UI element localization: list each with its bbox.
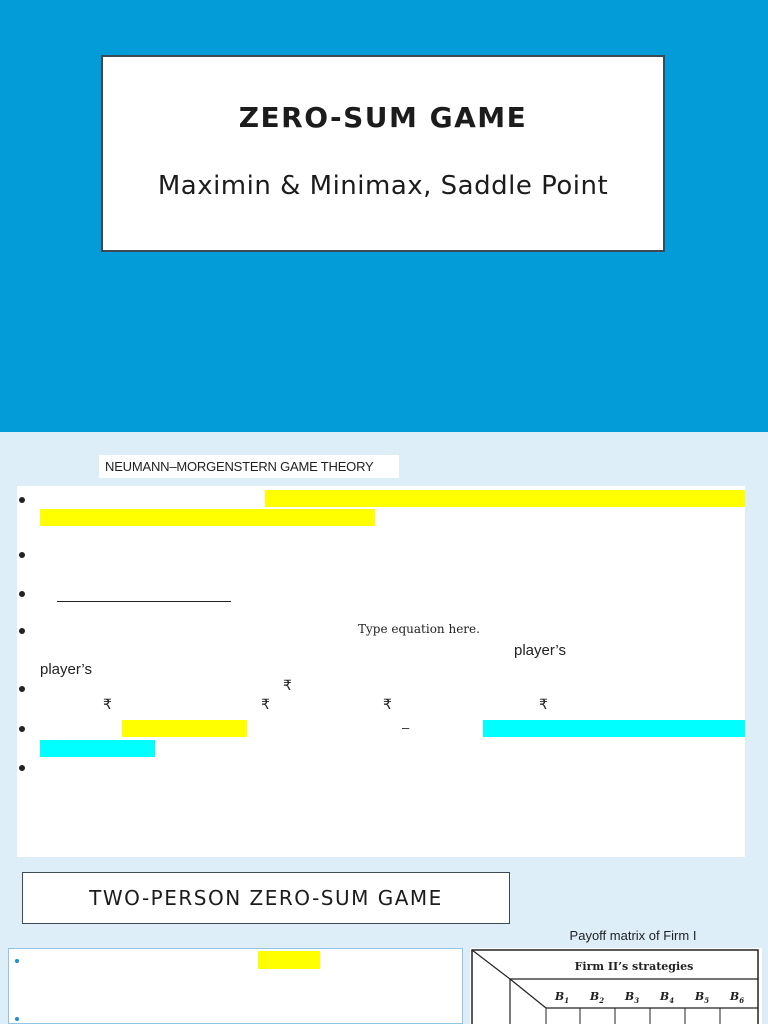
title-slide: [0, 0, 768, 432]
dash-text: –: [402, 720, 410, 735]
theory-slide-title: NEUMANN–MORGENSTERN GAME THEORY: [99, 455, 399, 478]
equation-placeholder[interactable]: Type equation here.: [358, 622, 480, 636]
highlight-yellow-6: [122, 720, 247, 737]
matrix-col-b1: $B_1$: [554, 990, 570, 1005]
matrix-col-b2: $B_2$: [589, 990, 605, 1005]
matrix-col-b5: $B_5$: [694, 990, 710, 1005]
matrix-header: Firm II’s strategies: [574, 960, 694, 973]
bullet-6: [19, 726, 25, 732]
bullet-4: [19, 628, 25, 634]
bullet-2: [19, 552, 25, 558]
highlight-yellow-1a: [265, 490, 745, 507]
bullet-1: [19, 497, 25, 503]
two-person-slide: [0, 865, 768, 1024]
rupee-symbol-4: ₹: [383, 697, 392, 713]
payoff-matrix: [470, 948, 762, 1024]
highlight-yellow-s3: [258, 951, 320, 969]
highlight-yellow-1b: [40, 509, 375, 526]
rupee-symbol-1: ₹: [283, 678, 292, 694]
bullet-5: [19, 686, 25, 692]
two-person-content-panel: [8, 948, 463, 1024]
bullet-3: [19, 591, 25, 597]
players-text-left: player’s: [40, 661, 92, 678]
rupee-symbol-2: ₹: [103, 697, 112, 713]
rupee-symbol-3: ₹: [261, 697, 270, 713]
highlight-cyan-6b: [40, 740, 155, 757]
slide-subtitle: Maximin & Minimax, Saddle Point: [157, 171, 609, 201]
title-box: [101, 55, 665, 252]
payoff-matrix-drawing: [470, 948, 762, 1024]
highlight-cyan-6a: [483, 720, 745, 737]
underline-rule: [57, 601, 231, 602]
matrix-col-b6: $B_6$: [729, 990, 745, 1005]
matrix-col-b4: $B_4$: [659, 990, 675, 1005]
bullet-blue-2: [15, 1017, 19, 1021]
rupee-symbol-5: ₹: [539, 697, 548, 713]
matrix-col-b3: $B_3$: [624, 990, 640, 1005]
theory-content-panel: [17, 486, 745, 857]
theory-slide: [0, 432, 768, 865]
payoff-matrix-caption: Payoff matrix of Firm I: [569, 928, 697, 943]
bullet-7: [19, 765, 25, 771]
slide-title: ZERO-SUM GAME: [238, 101, 528, 134]
two-person-slide-title: TWO-PERSON ZERO-SUM GAME: [22, 872, 510, 924]
bullet-blue-1: [15, 959, 19, 963]
players-text-right: player’s: [514, 642, 566, 659]
